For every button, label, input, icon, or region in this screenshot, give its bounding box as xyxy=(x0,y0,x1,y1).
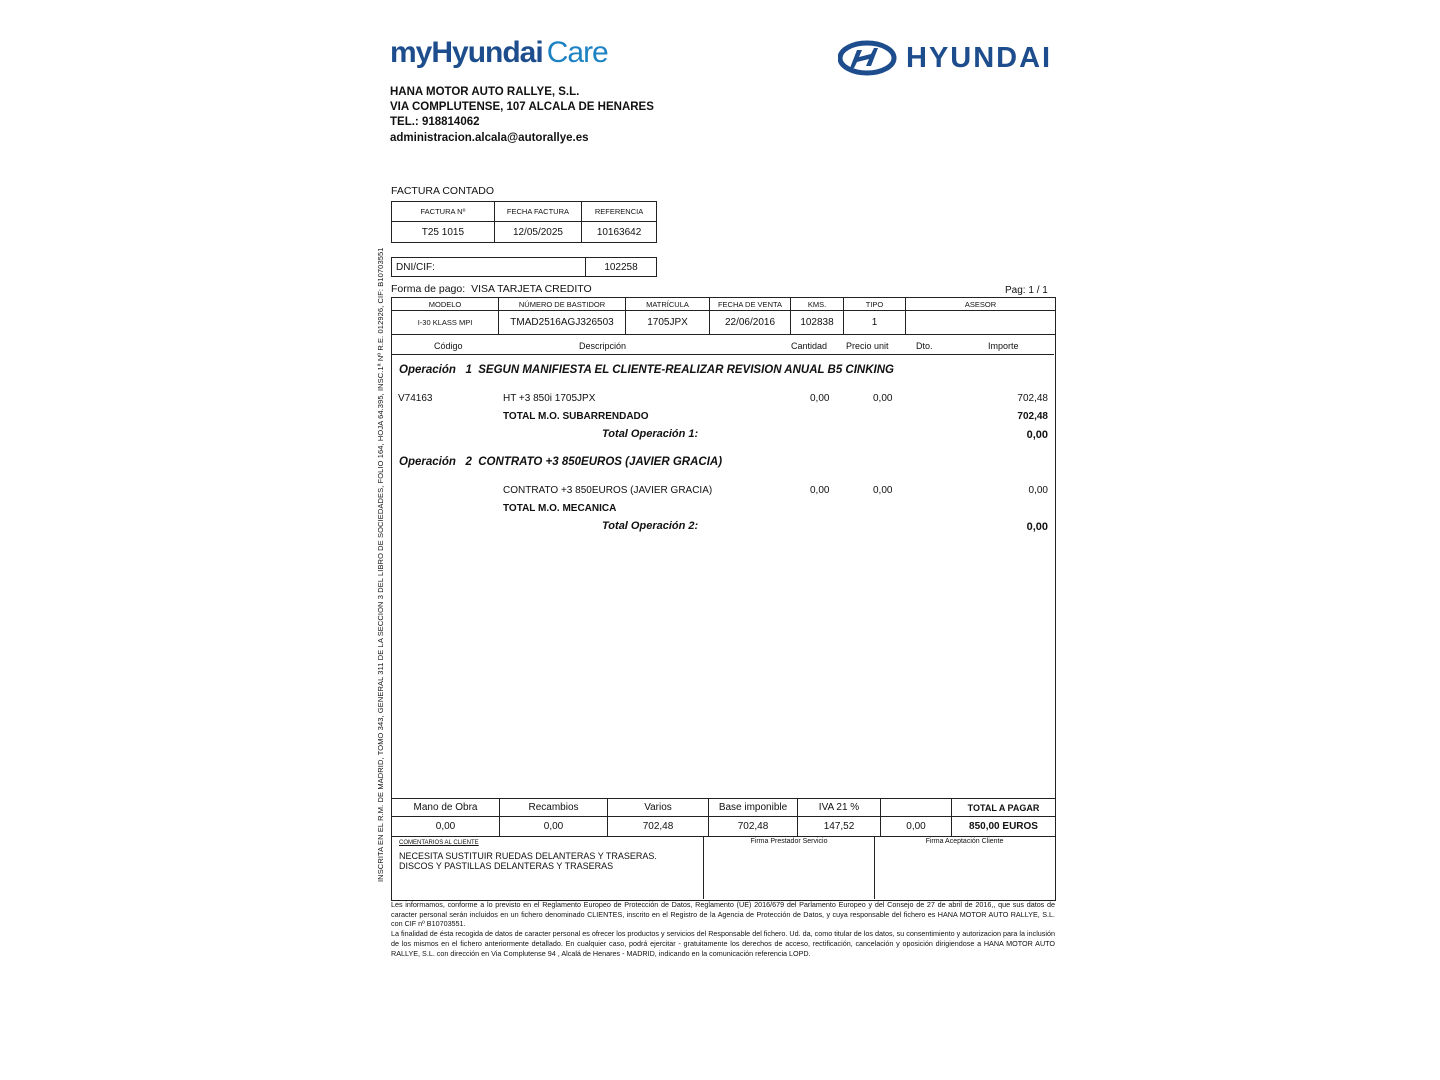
vehicle-kms: 102838 xyxy=(791,311,844,335)
operation-2-title: Operación 2 CONTRATO +3 850EUROS (JAVIER GRACIA) xyxy=(399,456,723,468)
vehicle-header-type: TIPO xyxy=(844,298,906,311)
operation-2-amount: 0,00 xyxy=(1028,485,1048,496)
totals-header-labor: Mano de Obra xyxy=(392,799,500,817)
payment-label: Forma de pago: xyxy=(391,283,466,295)
invoice-reference: 10163642 xyxy=(582,222,657,243)
operation-2-unit-price: 0,00 xyxy=(873,485,893,496)
operation-2-total-label: Total Operación 2: xyxy=(602,520,699,532)
client-code: 102258 xyxy=(586,258,657,277)
company-name: HANA MOTOR AUTO RALLYE, S.L. xyxy=(390,86,580,98)
vehicle-header-vin: NÚMERO DE BASTIDOR xyxy=(499,298,626,311)
totals-labor: 0,00 xyxy=(392,817,500,837)
divider xyxy=(703,836,704,899)
vehicle-plate: 1705JPX xyxy=(626,311,710,335)
signature-client-label: Firma Aceptación Cliente xyxy=(925,838,1004,845)
invoice-header-table xyxy=(391,201,657,243)
registry-text: INSCRITA EN EL R.M. DE MADRID, TOMO 343, GENERAL 311 DE LA SECCION 3 DEL LIBRO DE SOCIEDADES, FOLIO 164, HOJA 64.395, INSC.1ª Nº R.E. 012926, CIF: B10703551 xyxy=(376,247,385,882)
vehicle-advisor xyxy=(906,311,1056,335)
totals-header-vat: IVA 21 % xyxy=(798,799,881,817)
totals-other: 0,00 xyxy=(881,817,952,837)
operation-1-unit-price: 0,00 xyxy=(873,393,893,404)
totals-vat: 147,52 xyxy=(798,817,881,837)
comments-line-2: DISCOS Y PASTILLAS DELANTERAS Y TRASERAS xyxy=(399,860,614,871)
hyundai-logo xyxy=(838,40,1053,76)
totals-amount-due: 850,00 EUROS xyxy=(952,817,1056,837)
operation-1-amount: 702,48 xyxy=(1017,393,1048,404)
invoice-number: T25 1015 xyxy=(392,222,495,243)
vehicle-header-advisor: ASESOR xyxy=(906,298,1056,311)
operation-1-code: V74163 xyxy=(398,393,433,404)
operation-1-total-value: 0,00 xyxy=(1026,429,1048,441)
vehicle-model: I-30 KLASS MPI xyxy=(392,311,499,335)
col-code: Código xyxy=(434,341,463,351)
operation-1-quantity: 0,00 xyxy=(810,393,830,404)
col-description: Descripción xyxy=(579,341,627,351)
myhyundaicare-logo xyxy=(390,36,608,70)
operation-1-subtotal-label: TOTAL M.O. SUBARRENDADO xyxy=(503,411,649,422)
operation-2-total-value: 0,00 xyxy=(1026,521,1048,533)
vehicle-header-kms: KMS. xyxy=(791,298,844,311)
comments-text xyxy=(399,852,657,871)
operation-1-description: HT +3 850i 1705JPX xyxy=(503,393,596,404)
divider xyxy=(874,836,875,899)
totals-taxable-base: 702,48 xyxy=(709,817,798,837)
vehicle-type: 1 xyxy=(844,311,906,335)
totals-header-parts: Recambios xyxy=(500,799,608,817)
totals-table xyxy=(391,798,1056,837)
company-address: VIA COMPLUTENSE, 107 ALCALA DE HENARES xyxy=(390,101,654,114)
page-number: Pag: 1 / 1 xyxy=(1005,285,1048,296)
col-amount: Importe xyxy=(988,341,1019,351)
operation-1-total-label: Total Operación 1: xyxy=(602,428,699,440)
invoice-number-label: FACTURA Nº xyxy=(392,202,495,222)
col-quantity: Cantidad xyxy=(791,341,828,351)
company-email: administracion.alcala@autorallye.es xyxy=(390,131,589,144)
payment-method xyxy=(391,283,592,295)
operation-2-quantity: 0,00 xyxy=(810,485,830,496)
totals-header-total: TOTAL A PAGAR xyxy=(952,799,1056,817)
vehicle-table xyxy=(391,297,1056,335)
legal-paragraph-1: Les informamos, conforme a lo previsto en el Reglamento Europeo de Protección de Datos, Reglamento (UE) 2016/679 del Parlamento Europeo y del Consejo de 27 de abril de 2016,, que sus datos de caracter personal serán incluidos en un fichero denominado CLIENTES, inscrito en el Registro de la Agencia de Protección de Datos, y cuya responsable del fichero es HANA MOTOR AUTO RALLYE, S.L. con CIF nº B10703551. xyxy=(391,900,1055,929)
logo-text-myhyundai: myHyundai xyxy=(390,36,543,69)
comments-line-1: NECESITA SUSTITUIR RUEDAS DELANTERAS Y TRASERAS. xyxy=(399,851,657,861)
company-phone: TEL.: 918814062 xyxy=(390,116,480,129)
operation-1-title: Operación 1 SEGUN MANIFIESTA EL CLIENTE-REALIZAR REVISION ANUAL B5 CINKING xyxy=(399,364,894,376)
comments-label: COMENTARIOS AL CLIENTE xyxy=(399,840,479,846)
totals-header-taxable-base: Base imponible xyxy=(709,799,798,817)
legal-paragraph-2: La finalidad de ésta recogida de datos de caracter personal es ofrecer los productos y servicios del Responsable del fichero. Ud. da, como titular de los datos, su consentimiento y autorizacion para la inclusión de los mismos en el fichero anteriormente detallado. En cualquier caso, podrá ejercitar - gratuitamente los derechos de acceso, rectificación, cancelación y oposición dirigiendose a HANA MOTOR AUTO RALLYE, S.L. con dirección en Via Complutense 94 , Alcalá de Henares - MADRID, indicando en la comunicación referencia LOPD. xyxy=(391,929,1055,958)
hyundai-wordmark: HYUNDAI xyxy=(906,42,1053,74)
vehicle-sale-date: 22/06/2016 xyxy=(710,311,791,335)
operation-1-subtotal-value: 702,48 xyxy=(1017,411,1048,422)
invoice-date-label: FECHA FACTURA xyxy=(494,202,581,222)
invoice-date: 12/05/2025 xyxy=(494,222,581,243)
legal-notice xyxy=(391,900,1055,958)
lines-header xyxy=(391,336,1054,355)
col-unit-price: Precio unit xyxy=(846,341,889,351)
invoice-reference-label: REFERENCIA xyxy=(582,202,657,222)
dni-label: DNI/CIF: xyxy=(392,258,586,277)
operation-2-description: CONTRATO +3 850EUROS (JAVIER GRACIA) xyxy=(503,485,713,496)
totals-header-blank xyxy=(881,799,952,817)
payment-value: VISA TARJETA CREDITO xyxy=(471,283,592,295)
col-discount: Dto. xyxy=(916,341,933,351)
vehicle-header-model: MODELO xyxy=(392,298,499,311)
vehicle-header-plate: MATRÍCULA xyxy=(626,298,710,311)
totals-misc: 702,48 xyxy=(608,817,709,837)
company-info xyxy=(390,85,654,146)
signature-provider-label: Firma Prestador Servicio xyxy=(750,838,828,845)
operation-2-subtotal-label: TOTAL M.O. MECANICA xyxy=(503,503,617,514)
vehicle-vin: TMAD2516AGJ326503 xyxy=(499,311,626,335)
client-id-table xyxy=(391,257,657,277)
totals-header-misc: Varios xyxy=(608,799,709,817)
totals-parts: 0,00 xyxy=(500,817,608,837)
logo-text-care: Care xyxy=(546,36,608,69)
vehicle-header-sale-date: FECHA DE VENTA xyxy=(710,298,791,311)
invoice-type: FACTURA CONTADO xyxy=(391,185,495,197)
